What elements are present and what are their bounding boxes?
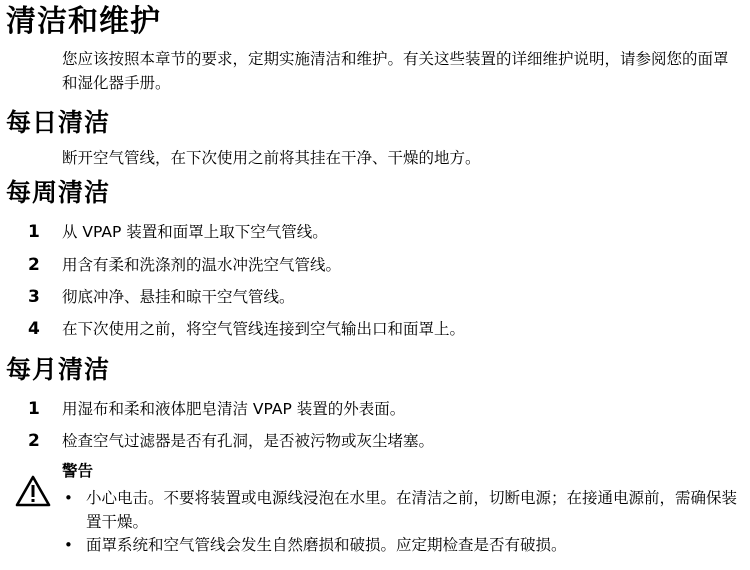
warning-item: 面罩系统和空气管线会发生自然磨损和破损。应定期检查是否有破损。: [86, 536, 567, 554]
warning-item: 小心电击。不要将装置或电源线浸泡在水里。在清洁之前，切断电源；在接通电源前，需确保装置干燥。: [86, 489, 738, 531]
page-title: 清洁和维护: [6, 4, 161, 39]
monthly-step-number: 1: [28, 399, 40, 419]
warning-title: 警告: [62, 462, 94, 480]
monthly-heading: 每月清洁: [6, 355, 111, 384]
warning-triangle-icon: [14, 474, 52, 508]
bullet-symbol: •: [64, 536, 73, 554]
weekly-step-text: 用含有柔和洗涤剂的温水冲洗空气管线。: [62, 256, 342, 274]
monthly-step-text: 用湿布和柔和液体肥皂清洁 VPAP 装置的外表面。: [62, 400, 406, 418]
daily-text: 断开空气管线，在下次使用之前将其挂在干净、干燥的地方。: [62, 149, 481, 167]
monthly-step-text: 检查空气过滤器是否有孔洞，是否被污物或灰尘堵塞。: [62, 432, 435, 450]
monthly-step-number: 2: [28, 431, 40, 451]
weekly-step-number: 3: [28, 287, 40, 307]
bullet-symbol: •: [64, 489, 73, 507]
weekly-step-number: 2: [28, 255, 40, 275]
daily-heading: 每日清洁: [6, 108, 111, 137]
weekly-step-text: 从 VPAP 装置和面罩上取下空气管线。: [62, 223, 328, 241]
weekly-step-text: 彻底冲净、悬挂和晾干空气管线。: [62, 288, 295, 306]
weekly-heading: 每周清洁: [6, 178, 111, 207]
intro-paragraph: 您应该按照本章节的要求，定期实施清洁和维护。有关这些装置的详细维护说明，请参阅您的面罩和湿化器手册。: [62, 50, 729, 92]
weekly-step-number: 1: [28, 222, 40, 242]
weekly-step-text: 在下次使用之前，将空气管线连接到空气输出口和面罩上。: [62, 320, 466, 338]
weekly-step-number: 4: [28, 319, 40, 339]
